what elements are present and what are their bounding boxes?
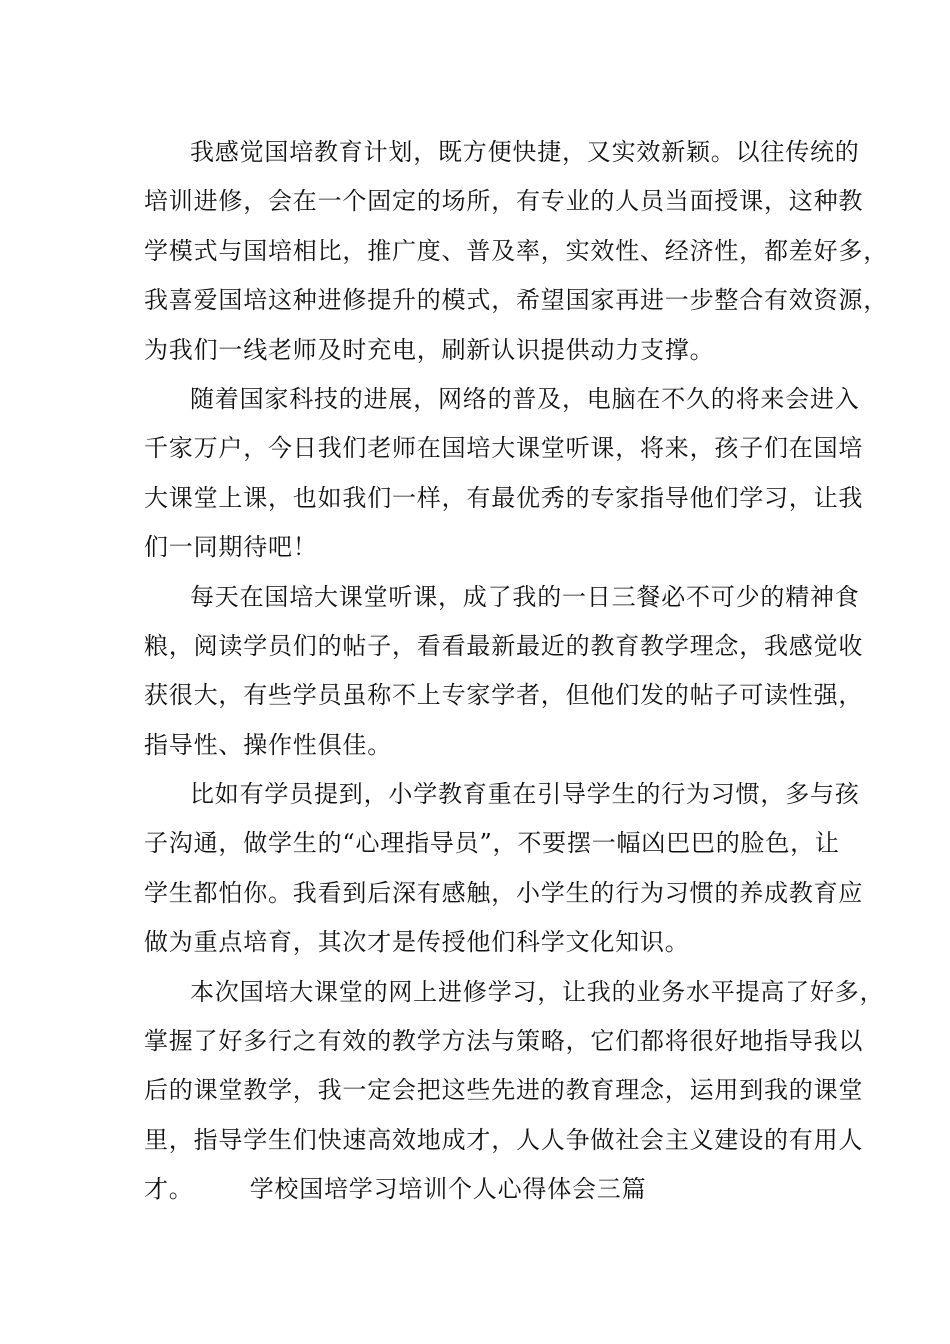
- text-line: 比如有学员提到，小学教育重在引导学生的行为习惯，多与孩: [190, 780, 860, 809]
- text-line: 后的课堂教学，我一定会把这些先进的教育理念，运用到我的课堂: [144, 1076, 864, 1105]
- text-line: 获很大，有些学员虽称不上专家学者，但他们发的帖子可读性强，: [144, 681, 864, 710]
- document-body: [144, 128, 888, 1215]
- text-line: 大课堂上课，也如我们一样，有最优秀的专家指导他们学习，让我: [144, 483, 864, 512]
- text-line: 随着国家科技的进展，网络的普及，电脑在不久的将来会进入: [190, 384, 860, 413]
- text-line: 粮，阅读学员们的帖子，看看最新最近的教育教学理念，我感觉收: [144, 631, 864, 660]
- text-line: 指导性、操作性俱佳。: [144, 730, 392, 759]
- text-line: 我感觉国培教育计划，既方便快捷，又实效新颖。以往传统的: [190, 138, 860, 166]
- text-line: 子沟通，做学生的“心理指导员”，不要摆一幅凶巴巴的脸色，让: [144, 829, 840, 858]
- text-line: 千家万户，今日我们老师在国培大课堂听课，将来，孩子们在国培: [144, 434, 864, 463]
- text-line: 每天在国培大课堂听课，成了我的一日三餐必不可少的精神食: [190, 582, 860, 611]
- text-line: 培训进修，会在一个固定的场所，有专业的人员当面授课，这种教: [144, 187, 864, 216]
- paragraph-4: [144, 770, 864, 968]
- text-line: 们一同期待吧！: [144, 533, 318, 562]
- text-line: 里，指导学生们快速高效地成才，人人争做社会主义建设的有用人: [144, 1125, 864, 1154]
- text-line: 学生都怕你。我看到后深有感触，小学生的行为习惯的养成教育应: [144, 878, 864, 907]
- text-line: 我喜爱国培这种进修提升的模式，希望国家再进一步整合有效资源，: [144, 286, 888, 315]
- text-line: 本次国培大课堂的网上进修学习，让我的业务水平提高了好多，: [190, 977, 885, 1006]
- paragraph-5: [144, 968, 885, 1215]
- paragraph-2: [144, 375, 864, 573]
- text-line: 掌握了好多行之有效的教学方法与策略，它们都将很好地指导我以: [144, 1027, 864, 1056]
- text-line-end: 才。: [144, 1175, 194, 1204]
- paragraph-1: [144, 128, 888, 375]
- last-line: [144, 1165, 834, 1214]
- text-line: 学模式与国培相比，推广度、普及率，实效性、经济性，都差好多，: [144, 236, 888, 265]
- paragraph-3: [144, 573, 864, 771]
- text-line: 做为重点培育，其次才是传授他们科学文化知识。: [144, 928, 690, 957]
- text-line: 为我们一线老师及时充电，刷新认识提供动力支撑。: [144, 335, 715, 364]
- next-section-title: 学校国培学习培训个人心得体会三篇: [249, 1175, 647, 1204]
